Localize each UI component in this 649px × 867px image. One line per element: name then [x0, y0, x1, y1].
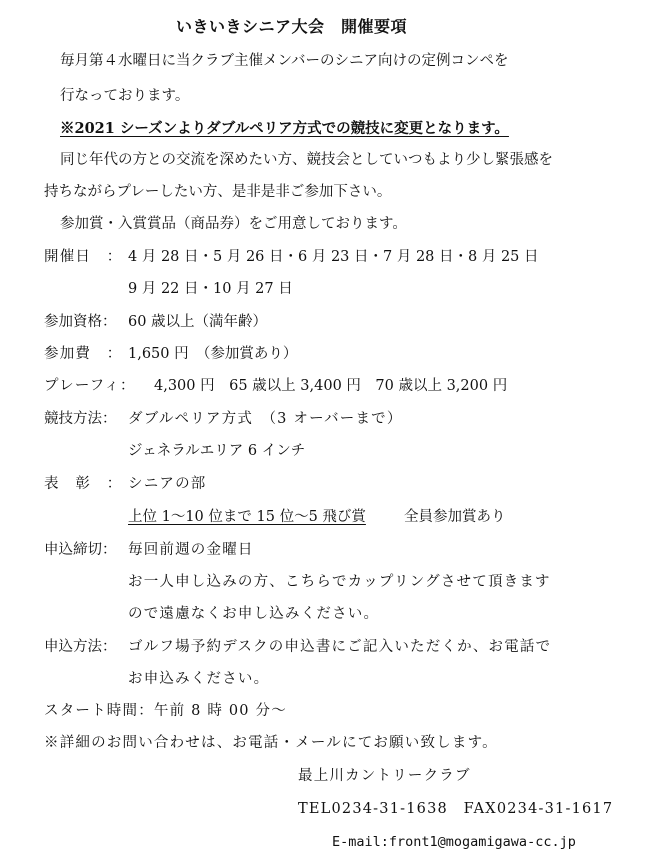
- deadline-line-2: お一人申し込みの方、こちらでカップリングさせて頂きます: [128, 574, 551, 590]
- method-line-1: ダブルペリア方式 （3 オーバーまで）: [128, 411, 403, 427]
- deadline-line-1: 毎回前週の金曜日: [128, 542, 254, 558]
- season-notice: ※2021 シーズンよりダブルペリア方式での競技に変更となります。: [60, 120, 509, 137]
- play-fee-label: プレーフィ：: [44, 378, 136, 394]
- award-line-1: シニアの部: [128, 476, 207, 492]
- award-ranks: 上位 1～10 位まで 15 位～5 飛び賞: [128, 509, 366, 525]
- page-title: いきいきシニア大会 開催要項: [176, 17, 408, 36]
- deadline-line-3: ので遠慮なくお申し込みください。: [128, 606, 380, 622]
- method-line-2: ジェネラルエリア 6 インチ: [128, 443, 306, 459]
- award-label: 表 彰 ：: [44, 476, 123, 492]
- start-time: スタート時間：午前 8 時 00 分～: [44, 703, 287, 719]
- tel-fax: TEL0234-31-1638 FAX0234-31-1617: [298, 801, 614, 817]
- intro-line-2: 行なっております。: [60, 88, 190, 104]
- fee-label: 参加費 ：: [44, 346, 123, 362]
- fee-value: 1,650 円 （参加賞あり）: [128, 346, 298, 362]
- club-name: 最上川カントリークラブ: [298, 768, 471, 784]
- apply-line-2: お申込みください。: [128, 671, 270, 687]
- qualification-label: 参加資格：: [44, 314, 117, 330]
- prizes-line: 参加賞・入賞賞品（商品券）をご用意しております。: [60, 216, 407, 232]
- qualification-value: 60 歳以上（満年齢）: [128, 314, 268, 330]
- dates-label: 開催日 ：: [44, 249, 123, 265]
- para-line-1: 同じ年代の方との交流を深めたい方、競技会としていつもより少し緊張感を: [60, 152, 553, 168]
- dates-line-1: 4 月 28 日・5 月 26 日・6 月 23 日・7 月 28 日・8 月 25 日: [128, 249, 539, 265]
- para-line-2: 持ちながらプレーしたい方、是非是非ご参加下さい。: [44, 184, 392, 200]
- play-fee-value: 4,300 円 65 歳以上 3,400 円 70 歳以上 3,200 円: [154, 378, 508, 394]
- apply-line-1: ゴルフ場予約デスクの申込書にご記入いただくか、お電話で: [128, 639, 552, 655]
- dates-line-2: 9 月 22 日・10 月 27 日: [128, 281, 293, 297]
- award-participation: 全員参加賞あり: [404, 509, 506, 525]
- email-address: E-mail:front1@mogamigawa-cc.jp: [332, 834, 576, 850]
- intro-line-1: 毎月第４水曜日に当クラブ主催メンバーのシニア向けの定例コンペを: [60, 53, 509, 69]
- method-label: 競技方法：: [44, 411, 117, 427]
- inquiry-note: ※詳細のお問い合わせは、お電話・メールにてお願い致します。: [44, 735, 498, 751]
- deadline-label: 申込締切：: [44, 542, 117, 558]
- apply-label: 申込方法：: [44, 639, 117, 655]
